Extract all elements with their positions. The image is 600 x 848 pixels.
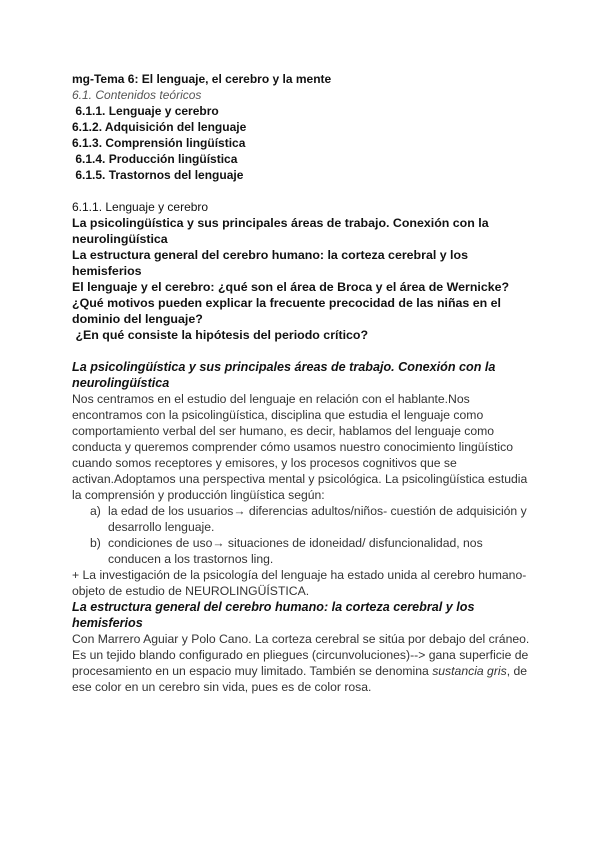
block2-heading: hemisferios — [72, 616, 143, 630]
paragraph-line: ese color en un cerebro sin vida, pues es de color rosa. — [72, 680, 372, 694]
note-line: + La investigación de la psicología del lenguaje ha estado unida al cerebro humano- — [72, 568, 527, 582]
toc-heading: 6.1. Contenidos teóricos — [72, 88, 202, 102]
paragraph-line: Es un tejido blando configurado en pliegues (circunvoluciones)--> gana superficie de — [72, 648, 529, 662]
paragraph-line: comportamiento verbal del ser humano, es decir, hablamos del lenguaje como — [72, 424, 495, 438]
section-topic: La estructura general del cerebro humano: la corteza cerebral y los — [72, 248, 468, 262]
paragraph-line — [72, 663, 527, 679]
note-line: objeto de estudio de NEUROLINGÜÍSTICA. — [72, 584, 310, 598]
toc-item: 6.1.5. Trastornos del lenguaje — [72, 168, 244, 182]
paragraph-line: activan.Adoptamos una perspectiva mental y psicológica. La psicolingüística estudia — [72, 472, 528, 486]
section-topic: neurolingüística — [72, 232, 168, 246]
paragraph-line: Con Marrero Aguiar y Polo Cano. La corteza cerebral se sitúa por debajo del cráneo. — [72, 632, 530, 646]
doc-title: mg-Tema 6: El lenguaje, el cerebro y la mente — [72, 72, 332, 86]
section-topic: hemisferios — [72, 264, 142, 278]
paragraph-line: la comprensión y producción lingüística según: — [72, 488, 325, 502]
toc-item: 6.1.1. Lenguaje y cerebro — [72, 104, 219, 118]
paragraph-line: conducta y queremos comprender cómo usamos nuestro conocimiento lingüístico — [72, 440, 514, 454]
paragraph-line: encontramos con la psicolingüística, disciplina que estudia el lenguaje como — [72, 408, 484, 422]
toc-item: 6.1.3. Comprensión lingüística — [72, 136, 246, 150]
list-marker: b) — [90, 536, 101, 550]
toc-item: 6.1.4. Producción lingüística — [72, 152, 238, 166]
list-item-line: conducen a los trastornos ling. — [108, 552, 274, 566]
paragraph-line: cuando somos receptores y emisores, y los procesos cognitivos que se — [72, 456, 457, 470]
list-item-line: condiciones de uso→ situaciones de idoneidad/ disfuncionalidad, nos — [108, 536, 483, 550]
block1-heading: neurolingüística — [72, 376, 170, 390]
block2-heading: La estructura general del cerebro humano: la corteza cerebral y los — [72, 600, 475, 614]
toc-item: 6.1.2. Adquisición del lenguaje — [72, 120, 247, 134]
list-item-line: desarrollo lenguaje. — [108, 520, 215, 534]
section-topic: ¿En qué consiste la hipótesis del periodo crítico? — [72, 328, 369, 342]
section-topic: El lenguaje y el cerebro: ¿qué son el área de Broca y el área de Wernicke? — [72, 280, 510, 294]
block1-heading: La psicolingüística y sus principales áreas de trabajo. Conexión con la — [72, 360, 496, 374]
section-heading: 6.1.1. Lenguaje y cerebro — [72, 200, 209, 214]
paragraph-text: , de — [506, 664, 528, 678]
section-topic: La psicolingüística y sus principales áreas de trabajo. Conexión con la — [72, 216, 489, 230]
section-topic: dominio del lenguaje? — [72, 312, 203, 326]
paragraph-text: procesamiento en un espacio muy limitado. También se denomina — [72, 664, 433, 678]
list-marker: a) — [90, 504, 101, 518]
paragraph-line: Nos centramos en el estudio del lenguaje en relación con el hablante.Nos — [72, 392, 470, 406]
emphasis-term: sustancia gris — [432, 664, 507, 678]
section-topic: ¿Qué motivos pueden explicar la frecuente precocidad de las niñas en el — [72, 296, 501, 310]
list-item-line: la edad de los usuarios→ diferencias adultos/niños- cuestión de adquisición y — [108, 504, 527, 518]
